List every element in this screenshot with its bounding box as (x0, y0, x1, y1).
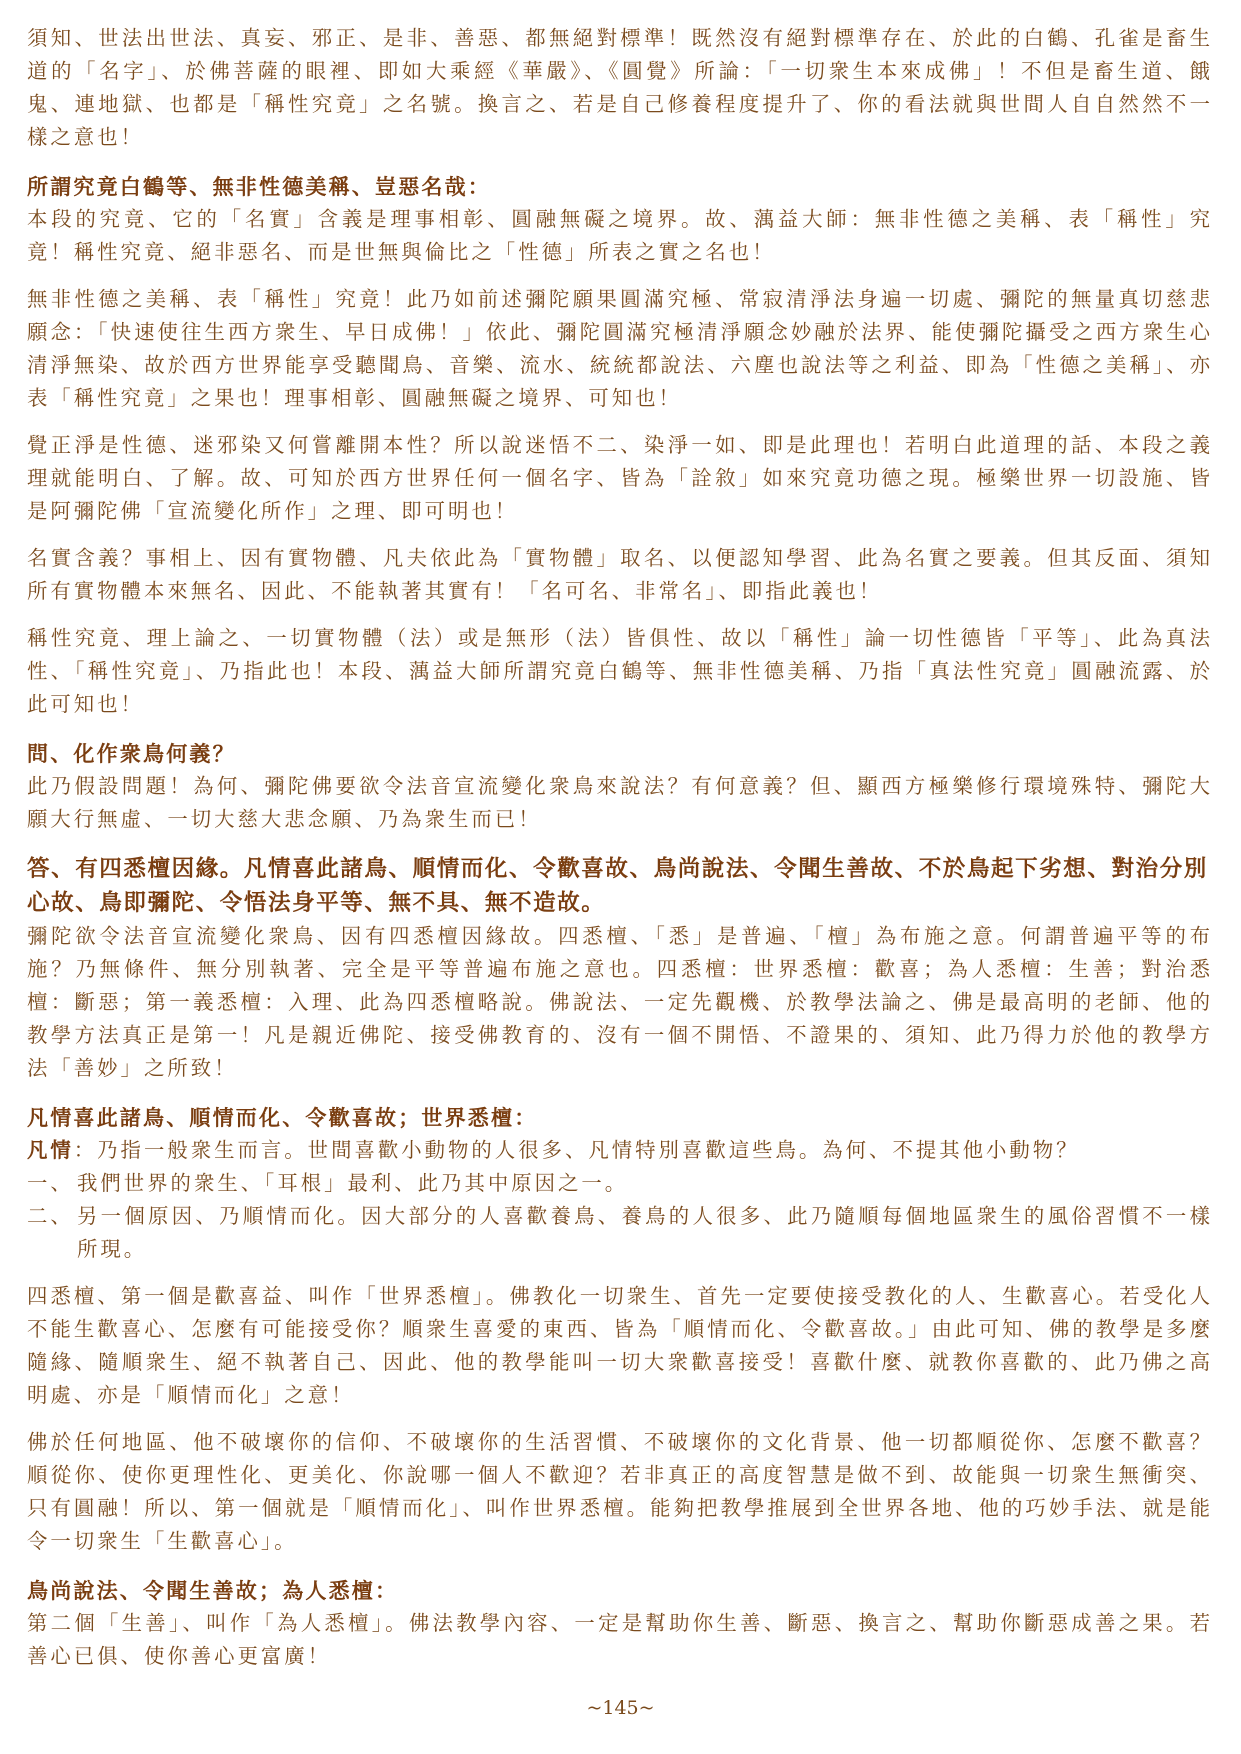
page-number: ~145~ (586, 1697, 655, 1719)
list-item-number: 一、 (27, 1171, 74, 1195)
section-heading-shijie-xitan: 凡情喜此諸鳥、順情而化、令歡喜故；世界悉檀： (27, 1105, 538, 1130)
paragraph-fanqing-text: ：乃指一般衆生而言。世間喜歡小動物的人很多、凡情特別喜歡這些鳥。為何、不提其他小動物？ (73, 1138, 1080, 1162)
paragraph-huanxi-yi: 四悉檀、第一個是歡喜益、叫作「世界悉檀」。佛教化一切衆生、首先一定要使接受教化的人、生歡喜心。若受化人不能生歡喜心、怎麼有可能接受你？順衆生喜愛的東西、皆為「順情而化、令歡喜故。」由此可知、佛的教學是多麼隨緣、隨順衆生、絕不執著自己、因此、他的教學能叫一切大衆歡喜接受！喜歡什麼、就教你喜歡的、此乃佛之高明處、亦是「順情而化」之意！ (27, 1284, 1213, 1407)
paragraph-sixitan: 彌陀欲令法音宣流變化衆鳥、因有四悉檀因緣故。四悉檀、「悉」是普遍、「檀」為布施之意。何謂普遍平等的布施？乃無條件、無分別執著、完全是平等普遍布施之意也。四悉檀：世界悉檀：歡喜；為人悉檀：生善；對治悉檀：斷惡；第一義悉檀：入理、此為四悉檀略說。佛說法、一定先觀機、於教學法論之、佛是最高明的老師、他的教學方法真正是第一！凡是親近佛陀、接受佛教育的、沒有一個不開悟、不證果的、須知、此乃得力於他的教學方法「善妙」之所致！ (27, 924, 1213, 1080)
paragraph-xingde: 無非性德之美稱、表「稱性」究竟！此乃如前述彌陀願果圓滿究極、常寂清淨法身遍一切處、彌陀的無量真切慈悲願念：「快速使往生西方衆生、早日成佛！」依此、彌陀圓滿究極清淨願念妙融於法界、能使彌陀攝受之西方衆生心清淨無染、故於西方世界能享受聽聞鳥、音樂、流水、統統都說法、六塵也說法等之利益、即為「性德之美稱」、亦表「稱性究竟」之果也！理事相彰、圓融無礙之境界、可知也！ (27, 287, 1213, 410)
section-heading-jiujing: 所謂究竟白鶴等、無非性德美稱、豈惡名哉： (27, 174, 491, 199)
paragraph-mingshi: 本段的究竟、它的「名實」含義是理事相彰、圓融無礙之境界。故、蕅益大師：無非性德之美稱、表「稱性」究竟！稱性究竟、絕非惡名、而是世無與倫比之「性德」所表之實之名也！ (27, 207, 1213, 264)
paragraph-chengxing: 稱性究竟、理上論之、一切實物體（法）或是無形（法）皆俱性、故以「稱性」論一切性德皆「平等」、此為真法性、「稱性究竟」、乃指此也！本段、蕅益大師所謂究竟白鶴等、無非性德美稱、乃指「真法性究竟」圓融流露、於此可知也！ (27, 626, 1213, 716)
term-fanqing: 凡情 (27, 1138, 74, 1162)
section-heading-answer: 答、有四悉檀因緣。凡情喜此諸鳥、順情而化、令歡喜故、鳥尚說法、令聞生善故、不於鳥起下劣想、對治分別心故、鳥即彌陀、令悟法身平等、無不具、無不造故。 (27, 856, 1208, 916)
paragraph-question-explain: 此乃假設問題！為何、彌陀佛要欲令法音宣流變化衆鳥來說法？有何意義？但、顯西方極樂修行環境殊特、彌陀大願大行無虛、一切大慈大悲念願、乃為衆生而已！ (27, 774, 1213, 831)
list-item-number: 二、 (27, 1204, 74, 1228)
section-heading-weiren-xitan: 鳥尚說法、令聞生善故；為人悉檀： (27, 1578, 399, 1603)
list-item-text: 另一個原因、乃順情而化。因大部分的人喜歡養鳥、養鳥的人很多、此乃隨順每個地區衆生的風俗習慣不一樣所現。 (77, 1204, 1213, 1261)
paragraph-shunqing: 佛於任何地區、他不破壞你的信仰、不破壞你的生活習慣、不破壞你的文化背景、他一切都順從你、怎麼不歡喜？順從你、使你更理性化、更美化、你說哪一個人不歡迎？若非真正的高度智慧是做不到、故能與一切衆生無衝突、只有圓融！所以、第一個就是「順情而化」、叫作世界悉檀。能夠把教學推展到全世界各地、他的巧妙手法、就是能令一切衆生「生歡喜心」。 (27, 1430, 1213, 1553)
section-heading-question: 問、化作衆鳥何義？ (27, 741, 236, 766)
list-item (27, 1200, 1213, 1266)
list-item-text: 我們世界的衆生、「耳根」最利、此乃其中原因之一。 (77, 1171, 629, 1195)
paragraph-mingshi-hanyi: 名實含義？事相上、因有實物體、凡夫依此為「實物體」取名、以便認知學習、此為名實之要義。但其反面、須知所有實物體本來無名、因此、不能執著其實有！「名可名、非常名」、即指此義也！ (27, 546, 1213, 603)
list-item (27, 1167, 1213, 1200)
paragraph-shengshan: 第二個「生善」、叫作「為人悉檀」。佛法教學內容、一定是幫助你生善、斷惡、換言之、幫助你斷惡成善之果。若善心已俱、使你善心更富廣！ (27, 1611, 1213, 1668)
paragraph-intro: 須知、世法出世法、真妄、邪正、是非、善惡、都無絕對標準！既然沒有絕對標準存在、於此的白鶴、孔雀是畜生道的「名字」、於佛菩薩的眼裡、即如大乘經《華嚴》、《圓覺》所論：「一切衆生本來成佛」！不但是畜生道、餓鬼、連地獄、也都是「稱性究竟」之名號。換言之、若是自己修養程度提升了、你的看法就與世間人自自然然不一樣之意也！ (27, 26, 1213, 149)
paragraph-fanqing (27, 1134, 1213, 1167)
paragraph-mibuer: 覺正淨是性德、迷邪染又何嘗離開本性？所以說迷悟不二、染淨一如、即是此理也！若明白此道理的話、本段之義理就能明白、了解。故、可知於西方世界任何一個名字、皆為「詮敘」如來究竟功德之現。極樂世界一切設施、皆是阿彌陀佛「宣流變化所作」之理、即可明也！ (27, 433, 1213, 523)
